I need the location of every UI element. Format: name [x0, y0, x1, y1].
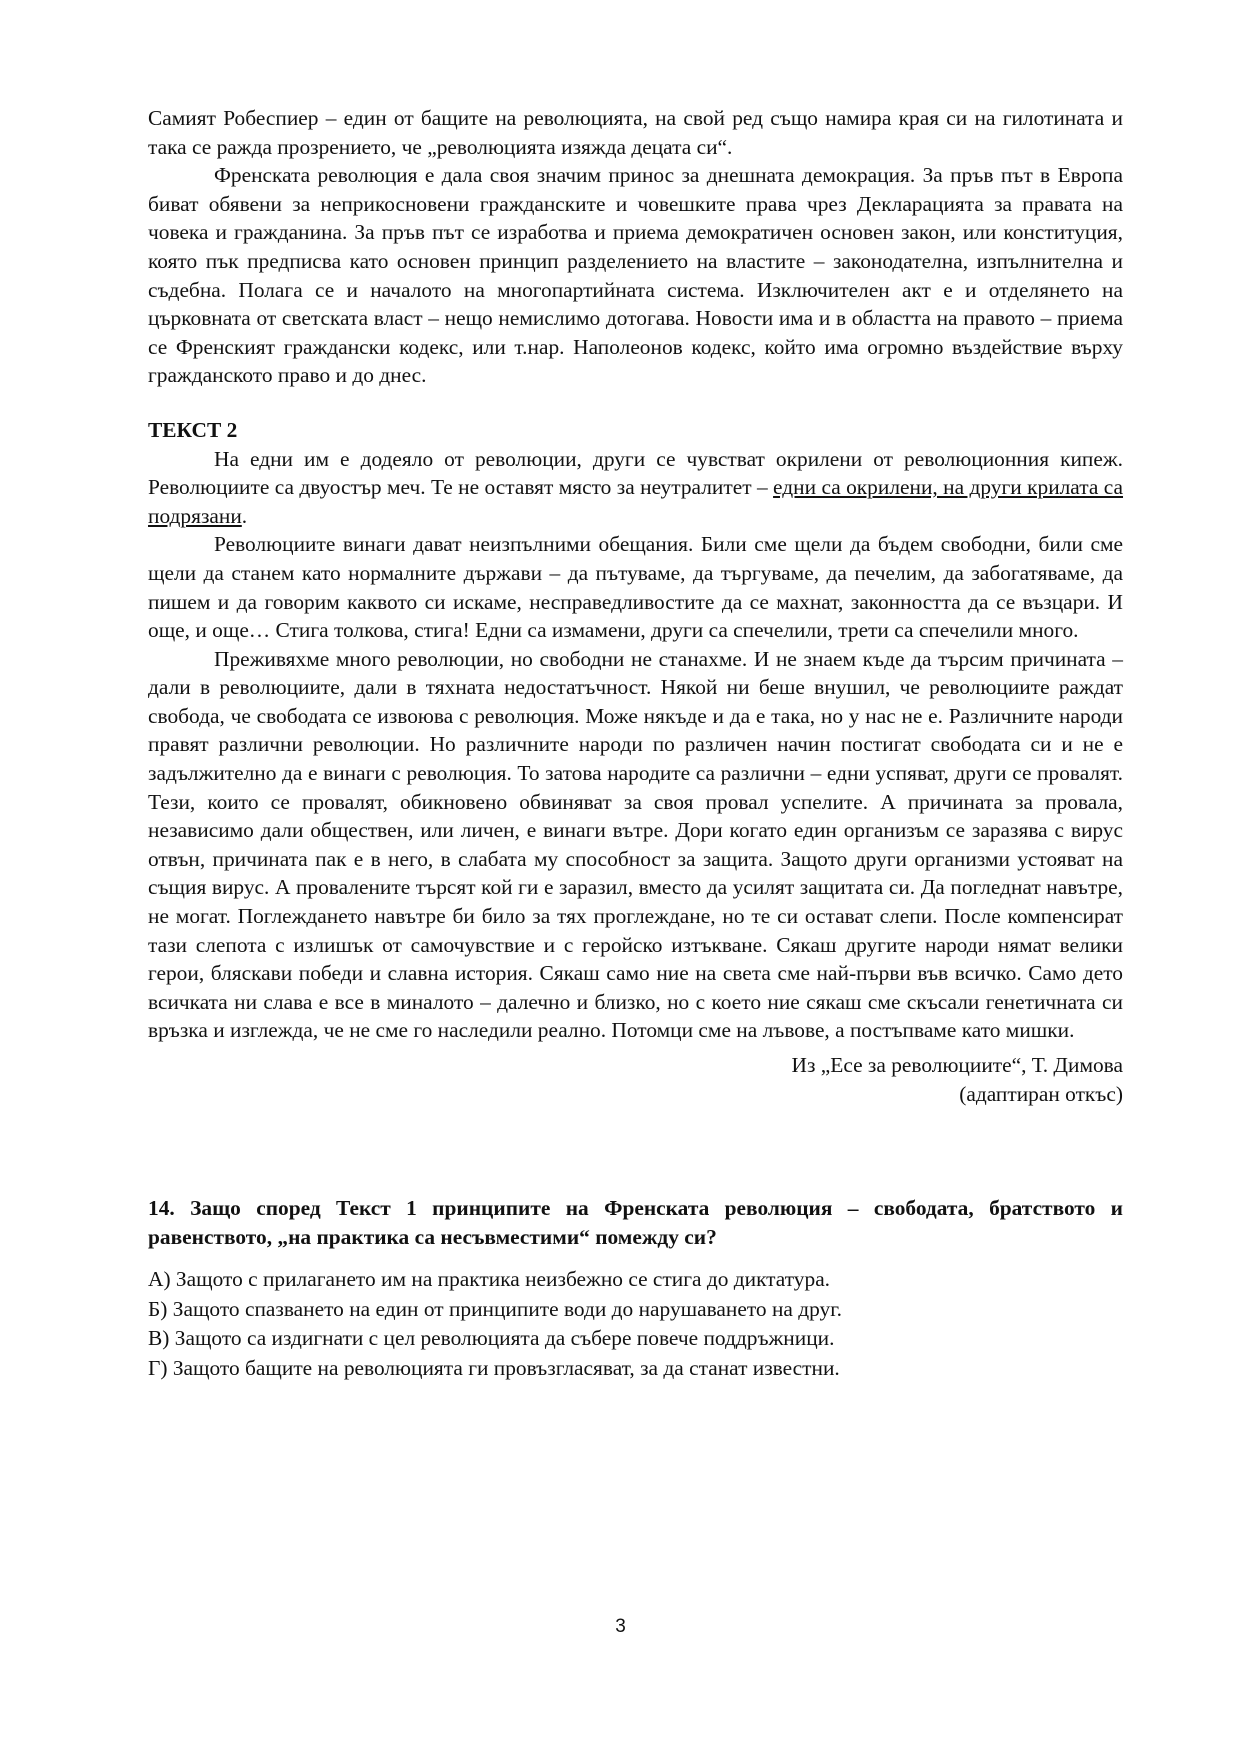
text1-continuation: Самият Робеспиер – един от бащите на революцията, на свой ред също намира края си на гилотината и така се ражда прозрението, че „революцията изяжда децата си“. [148, 106, 1123, 159]
text2-paragraph-1-start: На едни им е додеяло от революции, други се чувстват окрилени от революционния кипеж. Революциите са двуостър меч. Те не оставят място за неутралитет – [148, 446, 1123, 500]
underlined-phrase: едни са окрилени, на други крилата са подрязани [148, 475, 1124, 528]
question-14-options [148, 1265, 1123, 1383]
text2-heading: ТЕКСТ 2 [148, 417, 238, 442]
document-page [148, 104, 1123, 1383]
text2-paragraph-3: Преживяхме много революции, но свободни не станахме. И не знаем къде да търсим причината – дали в революциите, дали в тяхната недостатъчност. Някой ни беше внушил, че революциите раждат свобода, че свободата се извоюва с революция. Може някъде и да е така, но у нас не е. Различните народи правят различни революции. Но различните народи по различен начин постигат свободата си и не е задължително да е винаги с революция. То затова народите са различни – едни успяват, други се провалят. Тези, които се провалят, обикновено обвиняват за своя провал успелите. А причината за провала, независимо дали обществен, или личен, е винаги вътре. Дори когато един организъм се заразява с вирус отвън, причината пак е в него, в слабата му способност за защита. Защото други организми устояват на същия вирус. А провалените търсят кой ги е заразил, вместо да усилят защитата си. Да погледнат навътре, не могат. Поглеждането навътре би било за тях проглеждане, но те си остават слепи. После компенсират тази слепота с излишък от самочувствие и с геройско изтъкване. Сякаш другите народи нямат велики герои, бляскави победи и славна история. Сякаш само ние на света сме най-първи във всичко. Само дето всичката ни слава е все в миналото – далечно и близко, но с което ние сякаш сме скъсали генетичната си връзка и изглежда, че не сме го наследили реално. Потомци сме на лъвове, а постъпваме като мишки. [148, 646, 1123, 1043]
text2-paragraph-1-end: . [241, 503, 248, 528]
text2-source [148, 1051, 1123, 1108]
option-a[interactable]: А) Защото с прилагането им на практика неизбежно се стига до диктатура. [148, 1267, 831, 1292]
source-attribution: Из „Есе за революциите“, Т. Димова [791, 1053, 1123, 1077]
text2-paragraph-2: Революциите винаги дават неизпълними обещания. Били сме щели да бъдем свободни, били сме щели да станем като нормалните държави – да пътуваме, да търгуваме, да печелим, да забогатяваме, да пишем и да говорим каквото си искаме, несправедливостите да се махнат, законността да се възцари. И още, и още… Стига толкова, стига! Едни са измамени, други са спечелили, трети са спечелили много. [148, 532, 1123, 643]
text1-paragraph: Френската революция е дала своя значим принос за днешната демокрация. За пръв път в Европа биват обявени за неприкосновени гражданските и човешките права чрез Декларацията за правата на човека и гражданина. За пръв път се изработва и приема демократичен основен закон, или конституция, която пък предписва като основен принцип разделението на властите – законодателна, изпълнителна и съдебна. Полага се и началото на многопартийната система. Изключителен акт е и отделянето на църковната от светската власт – нещо немислимо дотогава. Новости има и в областта на правото – приема се Френският граждански кодекс, или т.нар. Наполеонов кодекс, който има огромно въздействие върху гражданското право и до днес. [148, 163, 1123, 388]
option-b[interactable]: Б) Защото спазването на един от принципите води до нарушаването на друг. [148, 1296, 842, 1321]
question-14: 14. Защо според Текст 1 принципите на Френската революция – свободата, братството и равенството, „на практика са несъвместими“ помежду си? [148, 1196, 1123, 1249]
option-d[interactable]: Г) Защото бащите на революцията ги провъзгласяват, за да станат известни. [148, 1355, 840, 1380]
text2-paragraph-1 [148, 445, 1123, 531]
source-note: (адаптиран откъс) [959, 1081, 1123, 1106]
page-number: 3 [615, 1616, 626, 1637]
option-c[interactable]: В) Защото са издигнати с цел революцията да събере повече поддръжници. [148, 1326, 835, 1351]
